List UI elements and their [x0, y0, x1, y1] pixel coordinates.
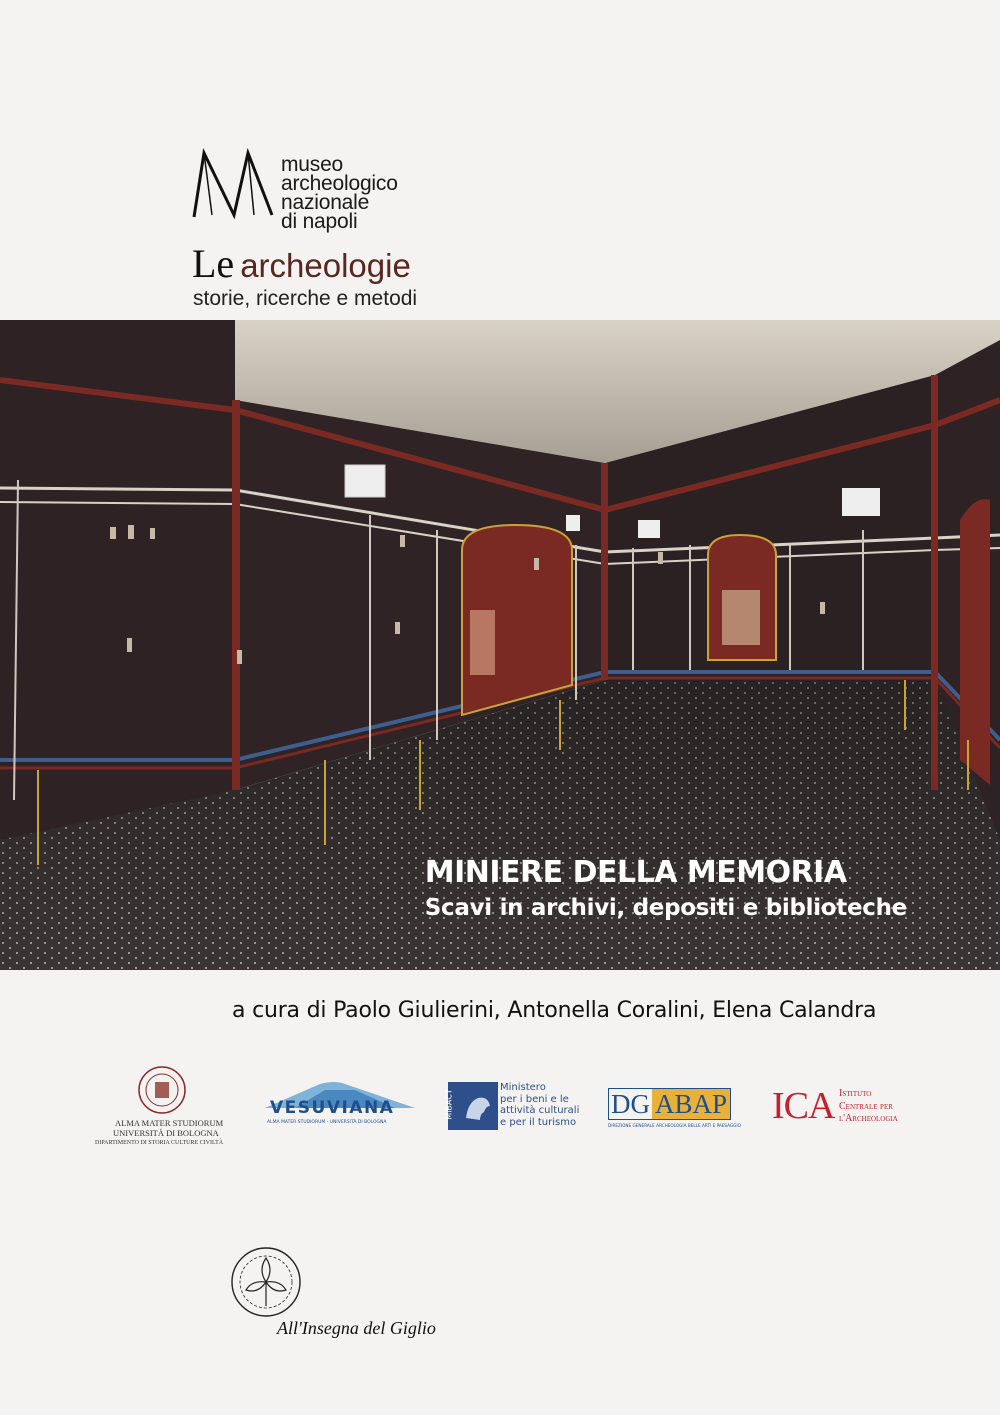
svg-text:ALL'INSEGNA DEL GIGLIO: ALL'INSEGNA DEL GIGLIO — [228, 1244, 241, 1245]
partner-mibact — [444, 1082, 580, 1132]
museum-name-line-4: di napoli — [281, 210, 358, 233]
museum-name-line-2: archeologico — [281, 172, 398, 195]
ica-text: Istituto Centrale per l'Archeologia — [839, 1088, 898, 1124]
partner-bologna — [95, 1065, 230, 1150]
series-name: archeologie — [240, 247, 411, 284]
dgabap-caption: DIREZIONE GENERALE ARCHEOLOGIA BELLE ARTI E PAESAGGIO — [608, 1123, 741, 1128]
series-title — [192, 240, 411, 287]
series-subtitle: storie, ricerche e metodi — [193, 287, 418, 310]
cover-image — [0, 320, 1000, 970]
red-panel-right — [960, 499, 990, 785]
mibact-mark: MiBACT — [448, 1082, 498, 1130]
partner-ica — [772, 1085, 912, 1133]
publisher-name: All'Insegna del Giglio — [277, 1318, 436, 1338]
svg-text:M: M — [190, 145, 191, 146]
dgabap-mark: DG ABAP — [608, 1088, 731, 1120]
series-prefix: Le — [192, 241, 235, 286]
mibact-face-icon — [462, 1092, 494, 1122]
book-title-block — [425, 855, 907, 923]
book-subtitle: Scavi in archivi, depositi e biblioteche — [424, 895, 907, 921]
vesuviana-tagline: ALMA MATER STUDIORUM - UNIVERSITÀ DI BOLOGNA — [267, 1120, 387, 1125]
bologna-line-3: DIPARTIMENTO DI STORIA CULTURE CIVILTÀ — [95, 1140, 224, 1146]
bologna-line-2: UNIVERSITÀ DI BOLOGNA — [113, 1128, 219, 1138]
ica-mark: ICA — [772, 1085, 835, 1127]
museum-name-line-1: museo — [281, 153, 344, 176]
bologna-seal-icon — [137, 1065, 187, 1115]
partner-vesuviana — [265, 1078, 415, 1128]
museum-name-line-3: nazionale — [281, 191, 370, 214]
editors-line: a cura di Paolo Giulierini, Antonella Coralini, Elena Calandra — [232, 998, 877, 1023]
svg-text:ALMA MATER STUDIORUM A.D. 1088: ALMA MATER STUDIORUM A.D. 1088 — [137, 1065, 155, 1066]
bologna-line-1: ALMA MATER STUDIORUM — [115, 1118, 224, 1128]
giglio-emblem-icon — [228, 1244, 304, 1320]
publisher-emblem — [228, 1244, 304, 1320]
vesuviana-name: VESUVIANA — [270, 1098, 395, 1118]
museum-logo — [190, 145, 420, 233]
mibact-text: Ministero per i beni e le attività culturali e per il turismo — [500, 1082, 580, 1128]
book-title: MINIERE DELLA MEMORIA — [424, 855, 847, 890]
partner-dgabap — [608, 1088, 741, 1133]
museum-m-mark — [190, 145, 282, 225]
